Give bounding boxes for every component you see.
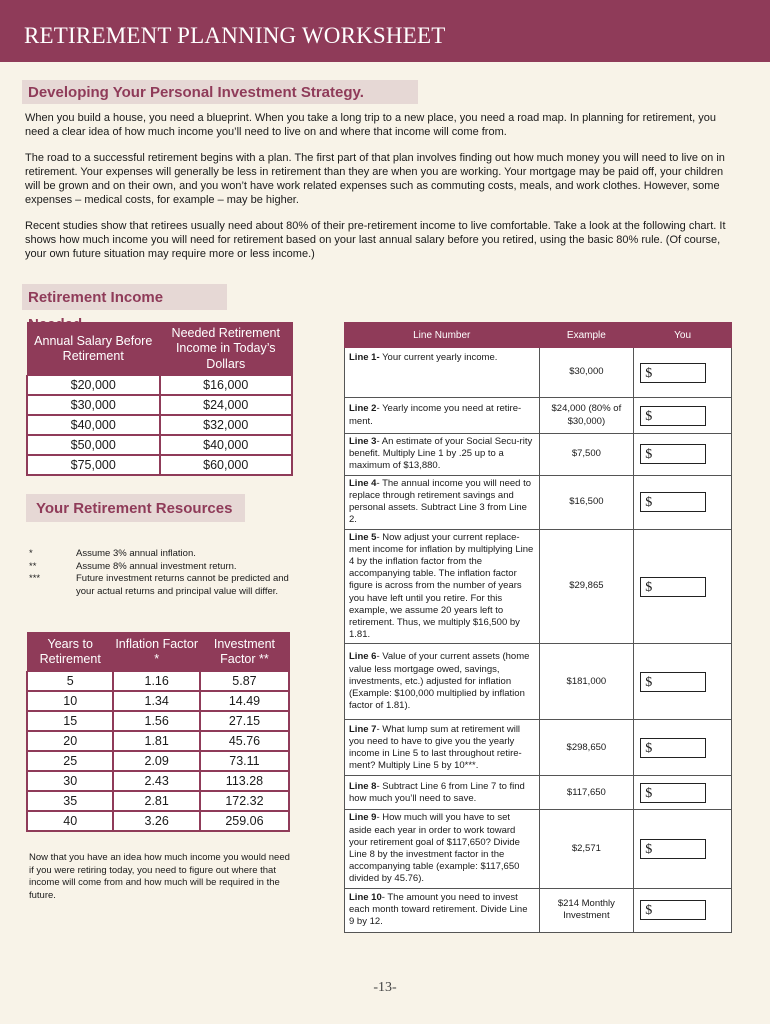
strategy-heading: Developing Your Personal Investment Strategy. [22,80,418,104]
table-row: 25 2.09 73.11 [27,751,289,771]
line-6-input[interactable]: $ [640,672,706,692]
salary-column-header: Annual Salary Before Retirement [27,323,160,376]
table-row: 35 2.81 172.32 [27,791,289,811]
intro-text [25,111,733,273]
line-7-input[interactable]: $ [640,738,706,758]
worksheet-row: Line 3- An estimate of your Social Secu-rity benefit. Multiply Line 1 by .25 up to a maximum of $13,880. $7,500 $ [345,434,732,476]
line-10-input[interactable]: $ [640,900,706,920]
investment-column-header: Investment Factor ** [200,633,289,672]
line-9-input[interactable]: $ [640,839,706,859]
assumptions-list [29,548,299,598]
you-column-header: You [634,323,732,348]
worksheet-table [344,322,732,933]
assumption-item: *** Future investment returns cannot be predicted and your actual returns and principal value will differ. [29,573,289,597]
inflation-column-header: Inflation Factor * [113,633,199,672]
worksheet-row: Line 7- What lump sum at retirement will you need to have to give you the yearly income in Line 5 to last throughout retire-ment? Multiply Line 5 by 10***. $298,650 $ [345,720,732,776]
intro-paragraph-3: Recent studies show that retirees usually need about 80% of their pre-retirement income to live comfortable. Take a look at the following chart. It shows how much income you will need for retirement based on your last annual salary before you retired, using the basic 80% rule. (Of course, your own future situation may require more or less income.) [25,220,726,260]
assumption-item: * Assume 3% annual inflation. [29,548,196,559]
intro-paragraph-1: When you build a house, you need a blueprint. When you take a long trip to a new place, you need a road map. In planning for retirement, you need a clear idea of how much income you’ll need to live on and where that income will come from. [25,112,716,138]
income-needed-table [26,322,293,476]
closing-note: Now that you have an idea how much income you would need if you were retiring today, you need to figure out where that income will come from and how much will be required in the future. [29,852,290,901]
line-8-input[interactable]: $ [640,783,706,803]
table-row: $20,000 $16,000 [27,376,292,396]
worksheet-row: Line 10- The amount you need to invest each month toward retirement. Divide Line 9 by 12. $214 Monthly Investment $ [345,888,732,932]
page-number: -13- [373,980,397,995]
assumption-item: ** Assume 8% annual investment return. [29,560,237,572]
income-needed-heading: Retirement Income [22,284,227,310]
intro-paragraph-2: The road to a successful retirement begins with a plan. The first part of that plan involves finding out how much money you will need to live on in retirement. Your expenses will generally be less in retirement than they are when you are working. Your mortgage may be paid off, your children will be grown and on their own, and you won’t have work related expenses such as commuting costs, meals, and work clothes. However, some expenses – medical costs, for example – may be higher. [25,152,725,206]
table-row: 5 1.16 5.87 [27,672,289,692]
line-2-input[interactable]: $ [640,406,706,426]
line-number-column-header: Line Number [345,323,540,348]
table-row: 20 1.81 45.76 [27,731,289,751]
line-1-input[interactable]: $ [640,363,706,383]
table-row: $40,000 $32,000 [27,415,292,435]
worksheet-row: Line 4- The annual income you will need to replace through retirement savings and personal assets. Subtract Line 3 from Line 2. $16,500 $ [345,475,732,529]
table-row: $75,000 $60,000 [27,455,292,475]
table-row: $30,000 $24,000 [27,395,292,415]
needed-income-column-header: Needed Retirement Income in Today’s Dollars [160,323,293,376]
worksheet-row: Line 6- Value of your current assets (home value less mortgage owed, savings, investments, etc.) adjusted for inflation (Example: $100,000 multiplied by inflation factor of 1.81). $181,000 $ [345,644,732,720]
table-row: 40 3.26 259.06 [27,811,289,831]
table-row: 30 2.43 113.28 [27,771,289,791]
table-row: 15 1.56 27.15 [27,711,289,731]
years-column-header: Years to Retirement [27,633,113,672]
page-header [0,0,770,62]
worksheet-row: Line 9- How much will you have to set aside each year in order to work toward your retirement goal of $117,650? Divide Line 8 by the investment factor in the accompanying table (example: $117,650 divided by 45.76). $2,571 $ [345,810,732,888]
line-4-input[interactable]: $ [640,492,706,512]
example-column-header: Example [539,323,634,348]
line-5-input[interactable]: $ [640,577,706,597]
resources-heading: Your Retirement Resources [26,494,245,522]
worksheet-row: Line 8- Subtract Line 6 from Line 7 to find how much you’ll need to save. $117,650 $ [345,776,732,810]
worksheet-row: Line 5- Now adjust your current replace-ment income for inflation by multiplying Line 4 by the inflation factor from the accompanying table. The inflation factor figure is across from the number of years you have left until you retire. For this example, we assume 20 years left to retirement. Thus, we multiply $16,500 by 1.81. $29,865 $ [345,529,732,644]
factor-table [26,632,290,832]
worksheet-row: Line 2- Yearly income you need at retire-ment. $24,000 (80% of $30,000) $ [345,398,732,434]
table-row: $50,000 $40,000 [27,435,292,455]
table-row: 10 1.34 14.49 [27,691,289,711]
line-3-input[interactable]: $ [640,444,706,464]
worksheet-row: Line 1- Your current yearly income. $30,000 $ [345,348,732,398]
page-title: RETIREMENT PLANNING WORKSHEET [24,23,446,48]
